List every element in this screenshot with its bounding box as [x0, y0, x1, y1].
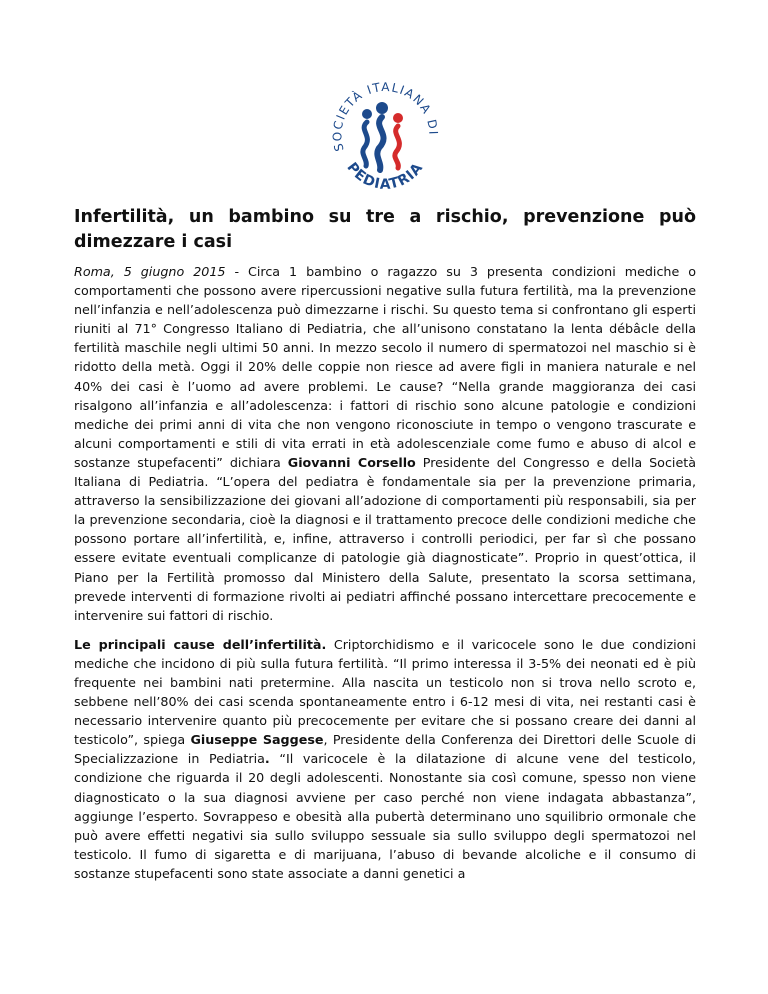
logo-bottom-text: PEDIATRIA — [343, 159, 427, 193]
article-body — [74, 262, 696, 893]
article-title: Infertilità, un bambino su tre a rischio, prevenzione può dimezzare i casi — [74, 207, 696, 252]
causes-text-1: Criptorchidismo e il varicocele sono le due condizioni mediche che incidono di più sulla futura fertilità. “Il primo interessa il 3-5% dei neonati ed è più frequente nei bambini nati pretermine. Alla nascita un testicolo non si trova nello scroto e, sebbene nell’80% dei casi scenda spontaneamente entro i 6-12 mesi di vita, nei restanti casi è necessario intervenire quanto più precocemente per evitare che si possano creare dei danni al testicolo”, spiega — [74, 636, 696, 748]
causes-text-2: , Presidente della Conferenza dei Direttori delle Scuole di Specializzazione in Pediatria — [74, 732, 696, 767]
family-figures-icon — [362, 102, 403, 170]
sip-logo — [322, 72, 446, 196]
paragraph-causes — [74, 635, 696, 883]
section-heading-causes: Le principali cause dell’infertilità. — [74, 636, 327, 652]
intro-text-2: Presidente del Congresso e della Società Italiana di Pediatria. “L’opera del pediatra è fondamentale sia per la prevenzione primaria, attraverso la sensibilizzazione dei giovani all’adozione di comportamenti più responsabili, sia per la prevenzione secondaria, cioè la diagnosi e il trattamento precoce delle condizioni mediche che possono portare all’infertilità, e, infine, attraverso i controlli periodici, per far sì che possano essere evitate eventuali complicanze di patologie già diagnosticate”. Proprio in quest’ottica, il Piano per la Fertilità promosso dal Ministero della Salute, presentato la scorsa settimana, prevede interventi di formazione rivolti ai pediatri affinché possano intercettare precocemente e intervenire sui fattori di rischio. — [74, 454, 696, 623]
causes-text-3: “Il varicocele è la dilatazione di alcune vene del testicolo, condizione che riguarda il 20 degli adolescenti. Nonostante sia così comune, spesso non viene diagnosticato o la sua diagnosi avviene per caso perché non viene indagata abbastanza”, aggiunge l’esperto. Sovrappeso e obesità alla pubertà determinano uno squilibrio ormonale che può avere effetti negativi sia sullo sviluppo sessuale sia sullo sviluppo degli spermatozoi nel testicolo. Il fumo di sigaretta e di marijuana, l’abuso di bevande alcoliche e il consumo di sostanze stupefacenti sono state associate a danni genetici a — [74, 751, 697, 881]
intro-text-1: - Circa 1 bambino o ragazzo su 3 presenta condizioni mediche o comportamenti che possono avere ripercussioni negative sulla futura fertilità, ma la prevenzione nell’infanzia e nell’adolescenza può dimezzarne i rischi. Su questo tema si confrontano gli esperti riuniti al 71° Congresso Italiano di Pediatria, che all’unisono constatano la lenta débâcle della fertilità maschile negli ultimi 50 anni. In mezzo secolo il numero di spermatozoi nel maschio si è ridotto della metà. Oggi il 20% delle coppie non riesce ad avere figli in maniera naturale e nel 40% dei casi è l’uomo ad avere problemi. Le cause? “Nella grande maggioranza dei casi risalgono all’infanzia e all’adolescenza: i fattori di rischio sono alcune patologie e condizioni mediche dei primi anni di vita che non vengono riconosciute in tempo o vengono trascurate e alcuni comportamenti e stili di vita errati in età adolescenziale come fumo e abuso di alcol e sostanze stupefacenti” dichiara — [74, 264, 697, 470]
person-name-saggese: Giuseppe Saggese — [190, 732, 324, 748]
bold-period: . — [264, 751, 270, 767]
logo-arc-text: SOCIETÀ ITALIANA DI — [330, 79, 441, 153]
paragraph-intro — [74, 262, 696, 625]
person-name-corsello: Giovanni Corsello — [287, 454, 416, 470]
dateline: Roma, 5 giugno 2015 — [74, 264, 226, 279]
svg-text:PEDIATRIA — [343, 160, 426, 193]
